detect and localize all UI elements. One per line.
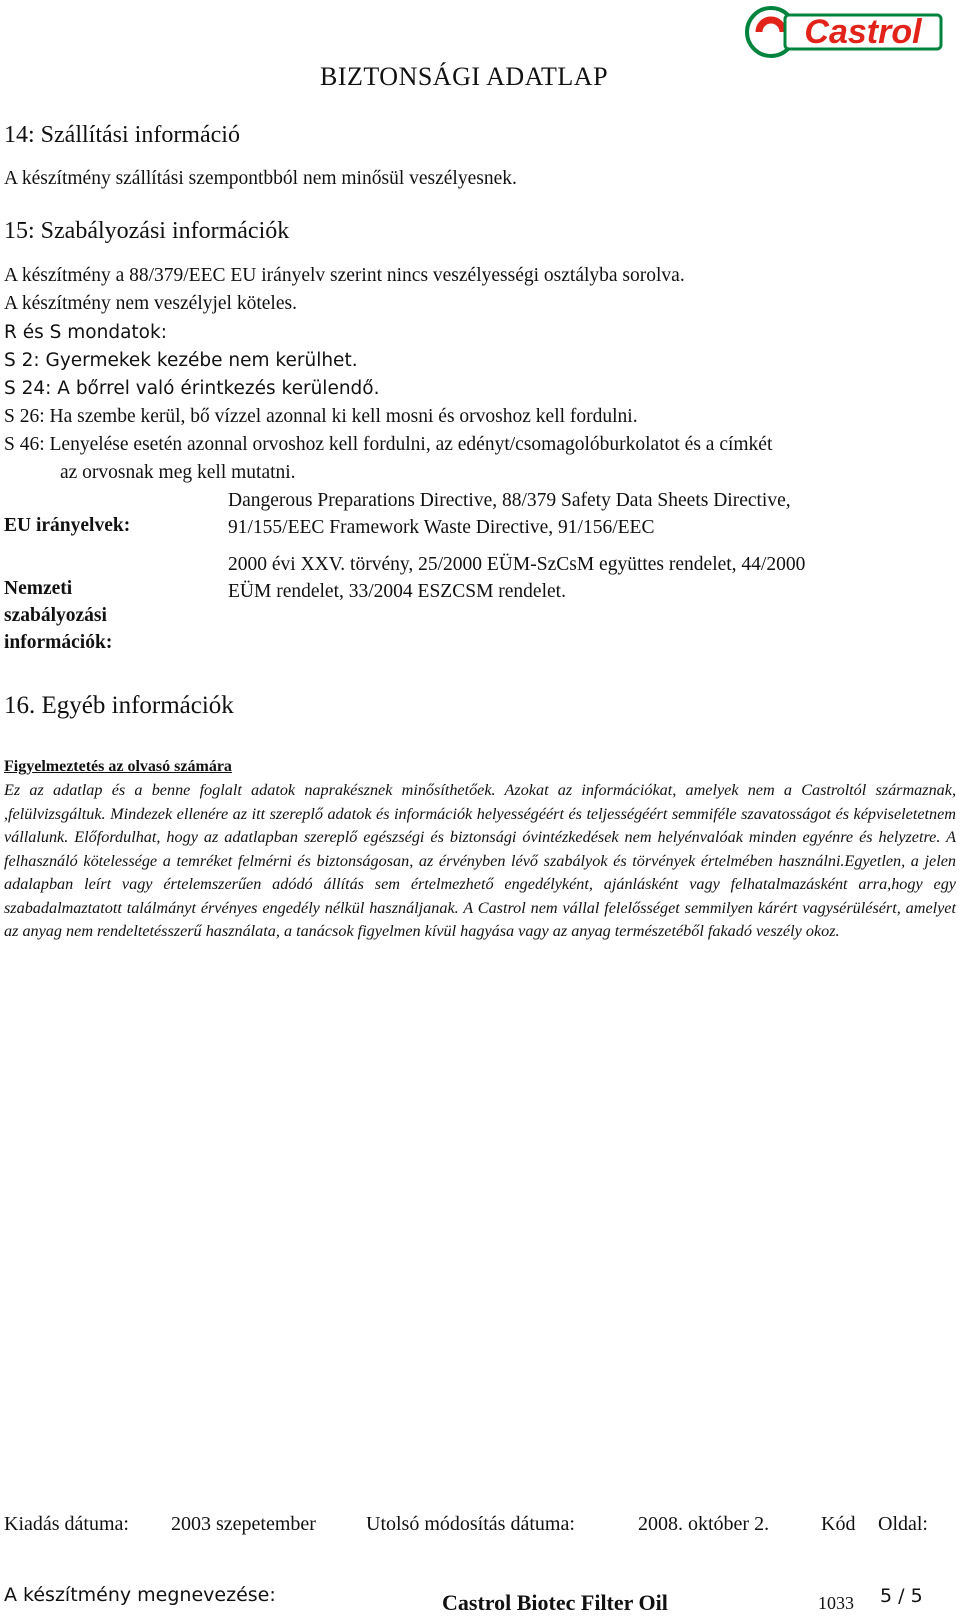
code-label: Kód <box>821 1513 856 1535</box>
issue-date-label: Kiadás dátuma: <box>4 1513 129 1535</box>
issue-date-value: 2003 szepetember <box>171 1513 316 1535</box>
logo-text: Castrol <box>804 13 922 51</box>
document-title: BIZTONSÁGI ADATLAP <box>320 62 609 91</box>
section-14-heading: 14: Szállítási információ <box>4 122 240 148</box>
s46-phrase: S 46: Lenyelése esetén azonnal orvoshoz kell fordulni, az edényt/csomagolóburkolatot és a címkét <box>4 434 773 455</box>
section-14-text: A készítmény szállítási szempontbból nem minősül veszélyesnek. <box>4 168 517 189</box>
national-regulations-label-3: információk: <box>4 632 113 653</box>
section-15-line-1: A készítmény a 88/379/EEC EU irányelv szerint nincs veszélyességi osztályba sorolva. <box>4 265 685 286</box>
national-regulations-label-1: Nemzeti <box>4 578 73 599</box>
product-code-value: 1033 <box>818 1593 854 1613</box>
eu-directives-text-2: 91/155/EEC Framework Waste Directive, 91/156/EEC <box>228 517 655 538</box>
section-15-heading: 15: Szabályozási információk <box>4 218 290 244</box>
national-regulations-text-2: EÜM rendelet, 33/2004 ESZCSM rendelet. <box>228 581 566 602</box>
eu-directives-text-1: Dangerous Preparations Directive, 88/379 Safety Data Sheets Directive, <box>228 490 791 511</box>
product-name-label: A készítmény megnevezése: <box>4 1584 276 1606</box>
national-regulations-label-2: szabályozási <box>4 605 107 626</box>
eu-directives-label: EU irányelvek: <box>4 515 131 536</box>
s24-phrase: S 24: A bőrrel való érintkezés kerülendő. <box>4 378 380 399</box>
product-name-value: Castrol Biotec Filter Oil <box>442 1590 668 1615</box>
page-label: Oldal: <box>878 1513 928 1535</box>
s26-phrase: S 26: Ha szembe kerül, bő vízzel azonnal ki kell mosni és orvoshoz kell fordulni. <box>4 406 638 427</box>
reader-notice-title: Figyelmeztetés az olvasó számára <box>4 758 232 775</box>
rs-phrases-label: R és S mondatok: <box>4 322 167 343</box>
section-16-heading: 16. Egyéb információk <box>4 692 234 719</box>
national-regulations-text-1: 2000 évi XXV. törvény, 25/2000 EÜM-SzCsM együttes rendelet, 44/2000 <box>228 554 806 575</box>
s2-phrase: S 2: Gyermekek kezébe nem kerülhet. <box>4 350 358 371</box>
castrol-logo <box>745 6 945 58</box>
page-number: 5 / 5 <box>880 1585 923 1607</box>
reader-notice-text: Ez az adatlap és a benne foglalt adatok naprakésznek minősíthetőek. Azokat az információkat, amelyek nem a Castroltól származnak, ,felülvizsgáltuk. Mindezek ellenére az itt szereplő adatok és információk helyességéért és teljességéért semmiféle szavatosságot és képviseletetnem vállalunk. Előfordulhat, hogy az adatlapban szereplő egészségi és biztonsági óvintézkedések nem helyénvalóak minden egyénre és helyzetre. A felhasználó kötelessége a temréket felmérni és biztonságosan, az érvényben lévő szabályok és törvények értelmében használni.Egyetlen, a jelen adalapban leírt vagy értelemszerűen adódó állítás sem értelmezhető engedélyként, ajánlásként vagy felhatalmazásként arra,hogy egy szabadalmaztatott találmányt érvényes engedély nélkül használjanak. A Castrol nem vállal felelősséget semmilyen kárért vagysérülésért, amelyet az anyag nem rendeltetésszerű használata, a tanácsok figyelmen kívül hagyása vagy az anyag természetéből fakadó veszély okoz. <box>4 781 956 940</box>
modified-date-label: Utolsó módosítás dátuma: <box>366 1513 575 1535</box>
section-15-line-2: A készítmény nem veszélyjel köteles. <box>4 293 297 314</box>
modified-date-value: 2008. október 2. <box>638 1513 770 1535</box>
s46-phrase-continued: az orvosnak meg kell mutatni. <box>60 462 296 483</box>
